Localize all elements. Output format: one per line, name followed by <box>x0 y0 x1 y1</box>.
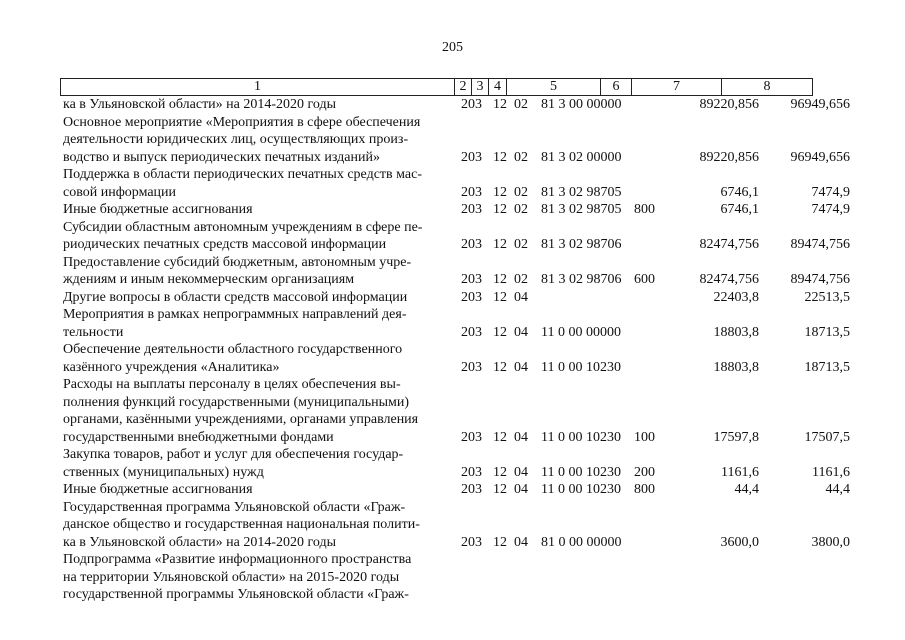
description-line: Закупка товаров, работ и услуг для обеспечения государ- <box>63 447 404 462</box>
code-col-4: 02 <box>514 202 528 217</box>
code-col-2: 203 <box>461 149 482 165</box>
amount-col-7: 3600,0 <box>720 534 759 550</box>
code-col-6: 600 <box>634 272 655 287</box>
amount-col-8: 89474,756 <box>790 272 850 287</box>
amount-col-7: 82474,756 <box>699 237 759 252</box>
amount-col-8: 96949,656 <box>790 97 850 112</box>
table-row <box>63 376 853 446</box>
code-col-5: 11 0 00 10230 <box>541 464 621 480</box>
code-col-3: 12 <box>493 202 507 217</box>
description-line: государственными внебюджетными фондами <box>63 429 334 445</box>
code-col-3: 12 <box>493 482 507 497</box>
code-col-3: 12 <box>493 534 507 550</box>
amount-col-7: 18803,8 <box>713 324 759 340</box>
description-line: органами, казёнными учреждениями, органами управления <box>63 412 419 427</box>
amount-col-8: 7474,9 <box>811 184 850 200</box>
code-col-6: 800 <box>634 482 655 497</box>
table-row <box>63 96 853 114</box>
code-col-3: 12 <box>493 237 507 252</box>
table-row <box>63 446 853 481</box>
code-col-5: 81 3 02 98705 <box>541 202 622 217</box>
table-row <box>63 254 853 289</box>
table-row <box>63 499 853 552</box>
code-col-6: 800 <box>634 202 655 217</box>
code-col-2: 203 <box>461 184 482 200</box>
table-row <box>63 481 853 499</box>
code-col-5: 11 0 00 10230 <box>541 429 621 445</box>
code-col-2: 203 <box>461 464 482 480</box>
description-line: Субсидии областным автономным учреждениям в сфере пе- <box>63 219 423 235</box>
description-line: ка в Ульяновской области» на 2014-2020 годы <box>63 534 337 550</box>
code-col-4: 02 <box>514 97 528 112</box>
code-col-4: 02 <box>514 237 528 252</box>
code-col-5: 81 0 00 00000 <box>541 534 622 550</box>
description-line: Другие вопросы в области средств массовой информации <box>63 289 408 305</box>
description-line: Мероприятия в рамках непрограммных направлений дея- <box>63 307 407 322</box>
amount-col-8: 1161,6 <box>812 464 850 480</box>
header-col-7: 7 <box>632 79 722 96</box>
code-col-2: 203 <box>461 429 482 445</box>
description-line: Основное мероприятие «Мероприятия в сфере обеспечения <box>63 114 421 130</box>
code-col-4: 04 <box>514 534 528 550</box>
code-col-2: 203 <box>461 272 482 287</box>
code-col-5: 81 3 02 98705 <box>541 184 622 200</box>
description-line: ственных (муниципальных) нужд <box>63 464 264 480</box>
code-col-6: 100 <box>634 429 655 445</box>
description-line: Подпрограмма «Развитие информационного пространства <box>63 552 412 567</box>
code-col-6: 200 <box>634 464 655 480</box>
description-line: Предоставление субсидий бюджетным, автономным учре- <box>63 254 412 270</box>
amount-col-7: 1161,6 <box>721 464 759 480</box>
amount-col-7: 89220,856 <box>699 149 759 165</box>
code-col-4: 04 <box>514 482 528 497</box>
table-row <box>63 341 853 376</box>
amount-col-8: 7474,9 <box>811 202 850 217</box>
amount-col-7: 22403,8 <box>713 289 759 305</box>
table-row <box>63 201 853 219</box>
description-line: Государственная программа Ульяновской области «Граж- <box>63 499 406 515</box>
code-col-4: 04 <box>514 359 528 375</box>
code-col-3: 12 <box>493 97 507 112</box>
header-col-5: 5 <box>507 79 601 96</box>
description-line: водство и выпуск периодических печатных изданий» <box>63 149 380 165</box>
amount-col-7: 44,4 <box>734 482 759 497</box>
code-col-2: 203 <box>461 237 482 252</box>
code-col-2: 203 <box>461 534 482 550</box>
code-col-5: 11 0 00 00000 <box>541 324 621 340</box>
description-line: риодических печатных средств массовой информации <box>63 237 387 252</box>
amount-col-7: 82474,756 <box>699 272 759 287</box>
budget-table-body <box>63 96 853 604</box>
description-line: деятельности юридических лиц, осуществляющих произ- <box>63 132 409 147</box>
code-col-4: 04 <box>514 289 528 305</box>
table-row <box>63 551 853 604</box>
amount-col-8: 18713,5 <box>804 359 850 375</box>
code-col-3: 12 <box>493 149 507 165</box>
header-col-1: 1 <box>61 79 455 96</box>
table-row <box>63 166 853 201</box>
amount-col-7: 6746,1 <box>720 184 759 200</box>
description-line: совой информации <box>63 184 177 200</box>
code-col-3: 12 <box>493 184 507 200</box>
amount-col-7: 89220,856 <box>699 97 759 112</box>
code-col-3: 12 <box>493 359 507 375</box>
description-line: полнения функций государственными (муниципальными) <box>63 394 410 410</box>
table-row <box>63 289 853 307</box>
code-col-5: 81 3 02 00000 <box>541 149 622 165</box>
table-row <box>63 114 853 167</box>
table-row <box>63 219 853 254</box>
description-line: ждениям и иным некоммерческим организациям <box>63 272 355 287</box>
code-col-3: 12 <box>493 289 507 305</box>
description-line: данское общество и государственная национальная полити- <box>63 517 420 532</box>
amount-col-8: 44,4 <box>825 482 850 497</box>
amount-col-8: 22513,5 <box>804 289 850 305</box>
header-col-3: 3 <box>472 79 489 96</box>
description-line: Иные бюджетные ассигнования <box>63 202 253 217</box>
code-col-4: 02 <box>514 184 528 200</box>
amount-col-7: 6746,1 <box>720 202 759 217</box>
header-col-2: 2 <box>455 79 472 96</box>
amount-col-7: 18803,8 <box>713 359 759 375</box>
amount-col-8: 17507,5 <box>804 429 850 445</box>
table-row <box>63 306 853 341</box>
page-number: 205 <box>442 40 463 55</box>
description-line: казённого учреждения «Аналитика» <box>63 359 280 375</box>
amount-col-8: 18713,5 <box>804 324 850 340</box>
description-line: Обеспечение деятельности областного государственного <box>63 342 403 357</box>
code-col-5: 81 3 02 98706 <box>541 237 622 252</box>
code-col-3: 12 <box>493 429 507 445</box>
header-col-8: 8 <box>722 79 813 96</box>
description-line: тельности <box>63 324 124 340</box>
description-line: на территории Ульяновской области» на 2015-2020 годы <box>63 569 400 585</box>
code-col-2: 203 <box>461 97 482 112</box>
code-col-4: 04 <box>514 324 528 340</box>
description-line: ка в Ульяновской области» на 2014-2020 годы <box>63 97 337 112</box>
amount-col-8: 3800,0 <box>811 534 850 550</box>
code-col-3: 12 <box>493 324 507 340</box>
description-line: Поддержка в области периодических печатных средств мас- <box>63 167 423 182</box>
header-col-6: 6 <box>601 79 632 96</box>
code-col-5: 81 3 02 98706 <box>541 272 622 287</box>
code-col-2: 203 <box>461 482 482 497</box>
code-col-2: 203 <box>461 202 482 217</box>
description-line: Расходы на выплаты персоналу в целях обеспечения вы- <box>63 377 401 392</box>
amount-col-7: 17597,8 <box>713 429 759 445</box>
code-col-2: 203 <box>461 289 482 305</box>
amount-col-8: 96949,656 <box>790 149 850 165</box>
column-header-row <box>60 78 813 96</box>
code-col-4: 04 <box>514 464 528 480</box>
code-col-4: 02 <box>514 149 528 165</box>
code-col-2: 203 <box>461 324 482 340</box>
code-col-5: 11 0 00 10230 <box>541 482 621 497</box>
code-col-5: 81 3 00 00000 <box>541 97 622 112</box>
description-line: государственной программы Ульяновской области «Граж- <box>63 587 409 602</box>
code-col-3: 12 <box>493 272 507 287</box>
code-col-5: 11 0 00 10230 <box>541 359 621 375</box>
header-col-4: 4 <box>489 79 507 96</box>
code-col-3: 12 <box>493 464 507 480</box>
amount-col-8: 89474,756 <box>790 237 850 252</box>
description-line: Иные бюджетные ассигнования <box>63 482 253 497</box>
code-col-4: 04 <box>514 429 528 445</box>
code-col-4: 02 <box>514 272 528 287</box>
code-col-2: 203 <box>461 359 482 375</box>
